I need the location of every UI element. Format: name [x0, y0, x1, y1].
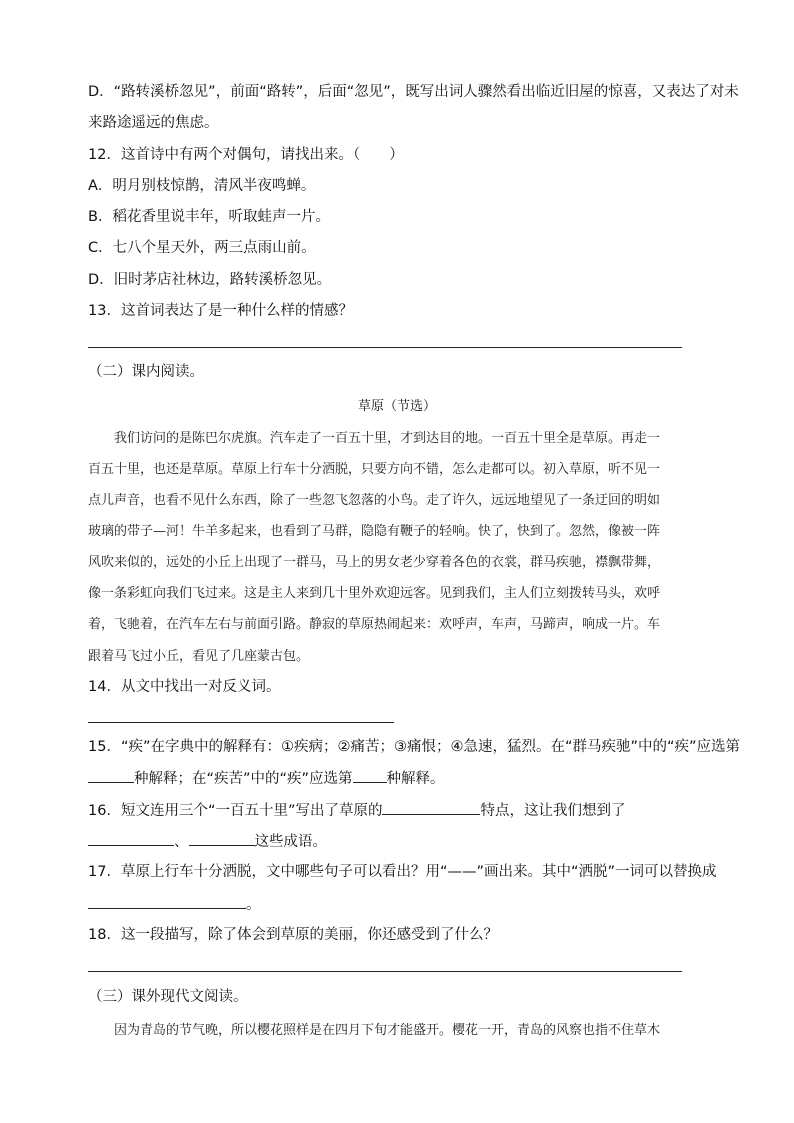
q16-line2 [88, 831, 327, 852]
q16-blank-3[interactable] [189, 831, 255, 846]
q18-answer-line[interactable] [88, 971, 682, 972]
q11-option-d-line2: 来路途遥远的焦虑。 [88, 115, 219, 131]
q15-line2-text-a: 种解释；在“疾苦”中的“疾”应选第 [134, 771, 353, 787]
q12-option-d: D．旧时茅店社林边，路转溪桥忽见。 [88, 272, 332, 288]
passage-line-6: 像一条彩虹向我们飞过来。这是主人来到几十里外欢迎远客。见到我们，主人们立刻拨转马头，欢呼 [88, 586, 661, 601]
q15-line2 [88, 768, 445, 789]
passage-line-1: 我们访问的是陈巴尔虎旗。汽车走了一百五十里，才到达目的地。一百五十里全是草原。再走一 [114, 431, 661, 446]
section3-heading: （三）课外现代文阅读。 [88, 989, 248, 1005]
q17-line2-end: 。 [246, 897, 261, 913]
passage-line-4: 玻璃的带子—河！牛羊多起来，也看到了马群，隐隐有鞭子的轻响。快了，快到了。忽然，像被一阵 [88, 524, 661, 539]
q12-option-c: C．七八个星天外，两三点雨山前。 [88, 240, 316, 256]
q17-blank[interactable] [88, 894, 246, 909]
q16-blank-2[interactable] [88, 831, 174, 846]
passage-line-8: 跟着马飞过小丘，看见了几座蒙古包。 [88, 649, 310, 664]
qingdao-line-1: 因为青岛的节气晚，所以樱花照样是在四月下旬才能盛开。樱花一开，青岛的风察也指不住草木 [114, 1023, 661, 1038]
q16-line1-text-a: 16．短文连用三个“一百五十里”写出了草原的 [88, 803, 383, 819]
q14-stem: 14．从文中找出一对反义词。 [88, 679, 281, 695]
q13-stem: 13．这首词表达了是一种什么样的情感？ [88, 303, 353, 319]
q15-blank-2[interactable] [353, 768, 387, 783]
q16-line2-sep: 、 [174, 834, 189, 850]
q16-line1 [88, 800, 625, 821]
q17-line2 [88, 894, 261, 915]
q11-option-d-line1: D．“路转溪桥忽见”，前面“路转”，后面“忽见”，既写出词人骤然看出临近旧屋的惊喜，又表达了对未 [88, 84, 739, 100]
passage-line-2: 百五十里，也还是草原。草原上行车十分洒脱，只要方向不错，怎么走都可以。初入草原，听不见一 [88, 462, 661, 477]
q16-blank-1[interactable] [382, 800, 480, 815]
q18-stem: 18．这一段描写，除了体会到草原的美丽，你还感受到了什么？ [88, 927, 498, 943]
q12-option-a: A．明月别枝惊鹊，清风半夜鸣蝉。 [88, 178, 316, 194]
q15-line1: 15．“疾”在字典中的解释有：①疾病；②痛苦；③痛恨；④急速，猛烈。在“群马疾驰”中的“疾”应选第 [88, 739, 741, 755]
q15-line2-text-b: 种解释。 [386, 771, 445, 787]
passage-title: 草原（节选） [357, 399, 436, 414]
q12-stem: 12．这首诗中有两个对偶句，请找出来。（ ） [88, 147, 404, 163]
passage-line-3: 点儿声音，也看不见什么东西，除了一些忽飞忽落的小鸟。走了许久，远远地望见了一条迂回的明如 [88, 493, 661, 508]
q16-line1-text-b: 特点，这让我们想到了 [480, 803, 626, 819]
passage-line-7: 着，飞驰着，在汽车左右与前面引路。静寂的草原热闹起来：欢呼声，车声，马蹄声，响成一片。车 [88, 617, 661, 632]
section2-heading: （二）课内阅读。 [88, 364, 204, 380]
q17-line1: 17．草原上行车十分洒脱，文中哪些句子可以看出？用“——”画出来。其中“洒脱”一词可以替换成 [88, 864, 717, 880]
q14-answer-line[interactable] [88, 722, 394, 723]
q12-option-b: B．稻花香里说丰年，听取蛙声一片。 [88, 209, 330, 225]
q16-line2-text-b: 这些成语。 [254, 834, 327, 850]
passage-line-5: 风吹来似的，远处的小丘上出现了一群马，马上的男女老少穿着各色的衣裳，群马疾驰，襟飘带舞， [88, 555, 661, 570]
q13-answer-line[interactable] [88, 347, 682, 348]
q15-blank-1[interactable] [88, 768, 134, 783]
